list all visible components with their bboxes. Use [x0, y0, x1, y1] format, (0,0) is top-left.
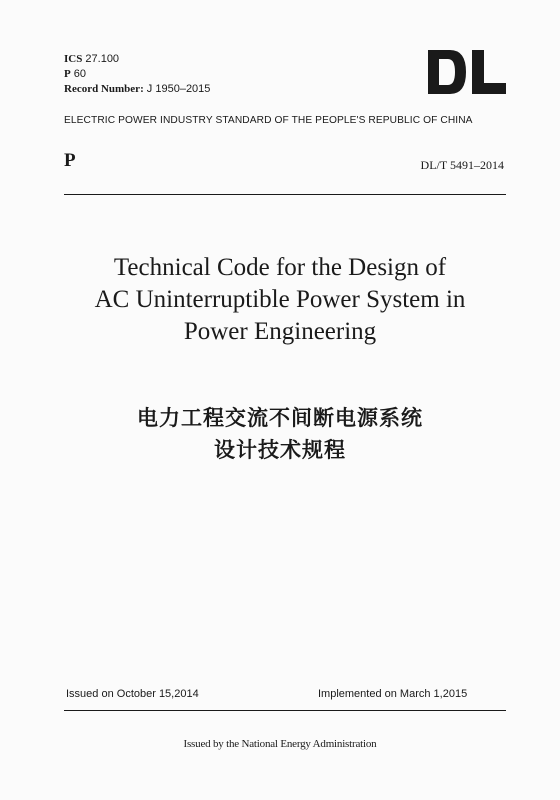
issued-date: Issued on October 15,2014 — [66, 688, 199, 700]
category-letter: P — [64, 150, 76, 171]
chinese-title-line-1: 电力工程交流不间断电源系统 — [137, 406, 423, 430]
chinese-title — [40, 402, 520, 466]
english-title — [40, 252, 520, 348]
record-number-row — [64, 82, 210, 97]
english-title-line-3: Power Engineering — [183, 318, 377, 345]
issuing-authority: Issued by the National Energy Administration — [183, 738, 377, 750]
ics-value: 27.100 — [85, 53, 120, 65]
standard-code: DL/T 5491–2014 — [420, 158, 504, 172]
english-title-line-1: Technical Code for the Design of — [113, 254, 447, 281]
p-value: 60 — [73, 68, 87, 80]
ics-label: ICS — [64, 53, 83, 65]
standard-type-line: ELECTRIC POWER INDUSTRY STANDARD OF THE PEOPLE'S REPUBLIC OF CHINA — [64, 115, 473, 126]
top-divider — [64, 194, 506, 195]
bottom-divider — [64, 710, 506, 711]
record-number-label: Record Number: — [64, 83, 144, 95]
implemented-date: Implemented on March 1,2015 — [318, 688, 468, 700]
english-title-line-2: AC Uninterruptible Power System in — [94, 286, 466, 313]
dl-logo-l-shape — [472, 50, 506, 94]
p-label: P — [64, 68, 71, 80]
p-row — [64, 67, 210, 82]
dl-logo-d-shape — [428, 50, 466, 94]
dl-logo — [428, 50, 506, 94]
metadata-block — [64, 52, 210, 97]
chinese-title-line-2: 设计技术规程 — [214, 438, 346, 462]
record-number-value: J 1950–2015 — [146, 83, 211, 95]
ics-row — [64, 52, 210, 67]
